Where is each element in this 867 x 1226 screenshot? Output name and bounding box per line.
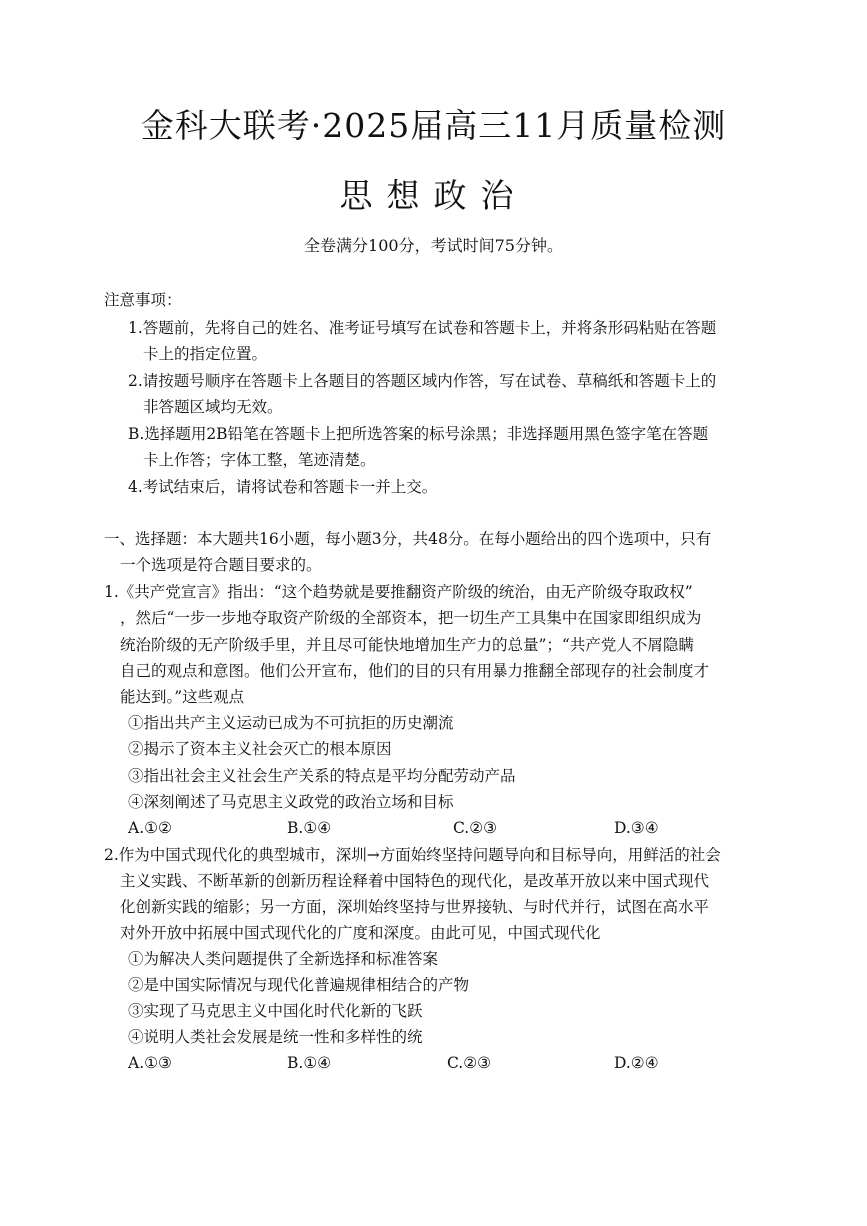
q2-stem-line: 主义实践、不断革新的创新历程诠释着中国特色的现代化，是改革开放以来中国式现代 <box>120 872 710 890</box>
notes-heading: 注意事项： <box>104 291 182 309</box>
notes-line: 非答题区域均无效。 <box>143 398 283 416</box>
q1-option-d: D.③④ <box>614 819 659 837</box>
section-heading: 一、选择题：本大题共16小题，每小题3分，共48分。在每小题给出的四个选项中，只有 <box>104 530 712 548</box>
q2-stem-line: 化创新实践的缩影；另一方面，深圳始终坚持与世界接轨、与时代并行，试图在高水平 <box>120 898 710 916</box>
q1-stem-line: ，然后“一步一步地夺取资产阶级的全部资本，把一切生产工具集中在国家即组织成为 <box>120 609 702 627</box>
q1-statement: ③指出社会主义社会生产关系的特点是平均分配劳动产品 <box>128 767 516 785</box>
notes-line: 卡上的指定位置。 <box>143 345 268 363</box>
q2-statement: ②是中国实际情况与现代化普遍规律相结合的产物 <box>128 976 470 994</box>
q1-statement: ①指出共产主义运动已成为不可抗拒的历史潮流 <box>128 714 454 732</box>
q2-statement: ④说明人类社会发展是统一性和多样性的统 <box>128 1028 423 1046</box>
exam-meta: 全卷满分100分，考试时间75分钟。 <box>304 236 563 255</box>
q1-option-a: A.①② <box>128 819 172 837</box>
q1-stem-line: 统治阶级的无产阶级手里，并且尽可能快地增加生产力的总量”；“共产党人不屑隐瞒 <box>120 636 694 654</box>
q1-option-b: B.①④ <box>287 819 332 837</box>
notes-line: 卡上作答；字体工整，笔迹清楚。 <box>143 451 376 469</box>
q2-statement: ③实现了马克思主义中国化时代化新的飞跃 <box>128 1002 423 1020</box>
notes-line: B.选择题用2B铅笔在答题卡上把所选答案的标号涂黑；非选择题用黑色签字笔在答题 <box>128 425 709 443</box>
q2-option-a: A.①③ <box>128 1054 172 1072</box>
q1-stem-line: 自己的观点和意图。他们公开宣布，他们的目的只有用暴力推翻全部现存的社会制度才 <box>120 662 710 680</box>
q2-option-b: B.①④ <box>287 1054 332 1072</box>
q1-stem-line: 能达到。”这些观点 <box>120 688 245 706</box>
exam-title: 金科大联考·2025届高三11月质量检测 <box>140 106 727 145</box>
section-heading-cont: 一个选项是符合题目要求的。 <box>120 556 322 574</box>
q2-stem-line: 2.作为中国式现代化的典型城市，深圳→方面始终坚持问题导向和目标导向，用鲜活的社会 <box>104 846 721 864</box>
q1-option-c: C.②③ <box>453 819 498 837</box>
notes-line: 4.考试结束后，请将试卷和答题卡一并上交。 <box>128 478 438 496</box>
q2-option-c: C.②③ <box>447 1054 492 1072</box>
q2-statement: ①为解决人类问题提供了全新选择和标准答案 <box>128 950 439 968</box>
q1-stem-line: 1.《共产党宣言》指出：“这个趋势就是要推翻资产阶级的统治，由无产阶级夺取政权” <box>104 583 693 601</box>
q1-statement: ④深刻阐述了马克思主义政党的政治立场和目标 <box>128 793 454 811</box>
notes-line: 1.答题前，先将自己的姓名、准考证号填写在试卷和答题卡上，并将条形码粘贴在答题 <box>128 319 717 337</box>
q2-option-d: D.②④ <box>614 1054 659 1072</box>
notes-line: 2.请按题号顺序在答题卡上各题目的答题区域内作答，写在试卷、草稿纸和答题卡上的 <box>128 372 717 390</box>
q1-statement: ②揭示了资本主义社会灭亡的根本原因 <box>128 740 392 758</box>
subject-title: 思想政治 <box>339 176 528 215</box>
q2-stem-line: 对外开放中拓展中国式现代化的广度和深度。由此可见，中国式现代化 <box>120 924 601 942</box>
